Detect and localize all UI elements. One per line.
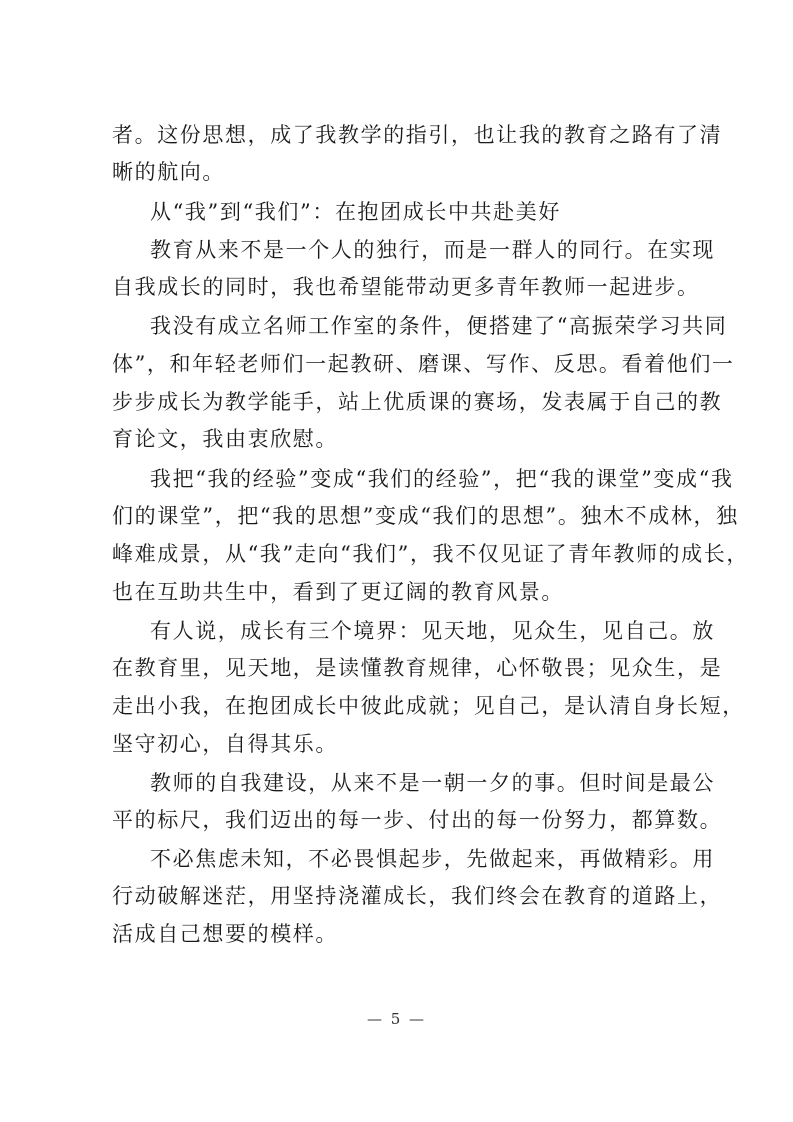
text-line: 者。这份思想，成了我教学的指引，也让我的教育之路有了清 [112,123,723,147]
text-line: 我没有成立名师工作室的条件，便搭建了“高振荣学习共同 [150,314,728,338]
section-heading: 从“我”到“我们”：在抱团成长中共赴美好 [150,200,561,224]
text-line: 走出小我，在抱团成长中彼此成就；见自己，是认清自身长短， [112,694,745,718]
text-line: 也在互助共生中，看到了更辽阔的教育风景。 [112,580,564,604]
text-line: 我把“我的经验”变成“我们的经验”，把“我的课堂”变成“我 [150,467,734,491]
text-line: 教师的自我建设，从来不是一朝一夕的事。但时间是最公 [150,771,715,795]
text-line: 步步成长为教学能手，站上优质课的赛场，发表属于自己的教 [112,390,723,414]
text-line: 们的课堂”，把“我的思想”变成“我们的思想”。独木不成林，独 [112,504,739,528]
page-number: — 5 — [366,1010,427,1028]
text-line: 自我成长的同时，我也希望能带动更多青年教师一起进步。 [112,275,700,299]
text-line: 教育从来不是一个人的独行，而是一群人的同行。在实现 [150,238,715,262]
text-line: 有人说，成长有三个境界：见天地，见众生，见自己。放 [150,619,715,643]
text-line: 活成自己想要的模样。 [112,922,338,946]
text-line: 晰的航向。 [112,160,225,184]
text-line: 在教育里，见天地，是读懂教育规律，心怀敬畏；见众生，是 [112,656,723,680]
text-line: 行动破解迷茫，用坚持浇灌成长，我们终会在教育的道路上， [112,884,723,908]
text-line: 峰难成景，从“我”走向“我们”，我不仅见证了青年教师的成长， [112,542,749,566]
text-line: 坚守初心，自得其乐。 [112,732,338,756]
text-line: 不必焦虑未知，不必畏惧起步，先做起来，再做精彩。用 [150,847,715,871]
text-line: 育论文，我由衷欣慰。 [112,427,338,451]
text-line: 体”，和年轻老师们一起教研、磨课、写作、反思。看着他们一 [112,352,735,376]
text-line: 平的标尺，我们迈出的每一步、付出的每一份努力，都算数。 [112,808,723,832]
